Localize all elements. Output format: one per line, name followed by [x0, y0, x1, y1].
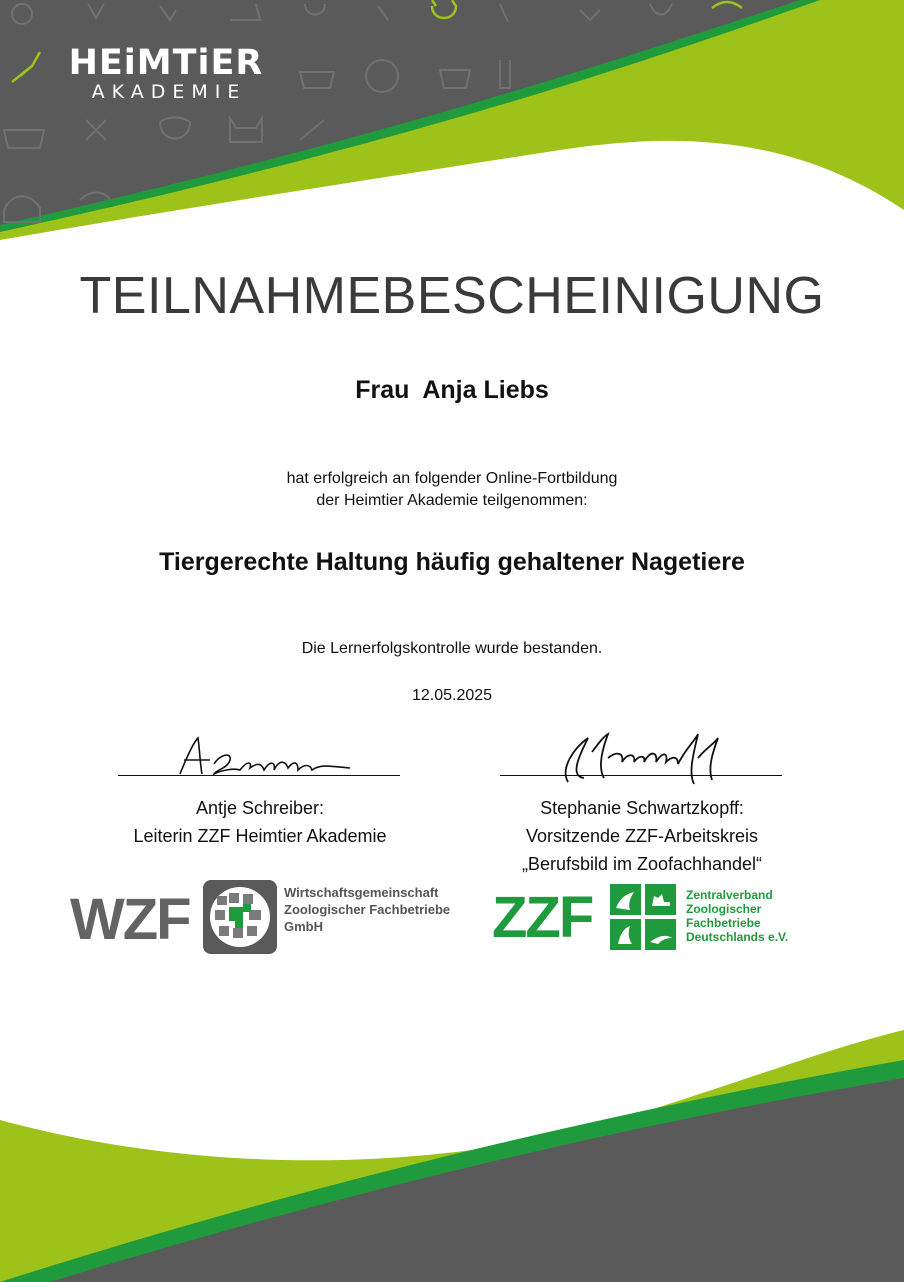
zzf-caption-1: Zentralverband — [686, 888, 773, 902]
certificate-title: TEILNAHMEBESCHEINIGUNG — [79, 267, 825, 325]
zzf-animals-icon — [610, 884, 676, 950]
wzf-logo — [70, 878, 470, 958]
wzf-abbr: WZF — [70, 887, 190, 952]
zzf-caption — [686, 888, 788, 944]
logo-sub-text: AKADEMIE — [91, 81, 247, 103]
course-title: Tiergerechte Haltung häufig gehaltener Nagetiere — [159, 548, 745, 576]
heimtier-akademie-logo — [66, 44, 266, 102]
exam-passed-text: Die Lernerfolgskontrolle wurde bestanden. — [301, 640, 603, 657]
wzf-caption-1: Wirtschaftsgemeinschaft — [284, 885, 439, 900]
signatory-right-role-2: „Berufsbild im Zoofachhandel“ — [521, 854, 763, 874]
intro-line-2: der Heimtier Akademie teilgenommen: — [316, 492, 588, 509]
zzf-caption-3: Fachbetriebe — [686, 916, 761, 930]
zzf-caption-2: Zoologischer — [686, 902, 762, 916]
zzf-logo — [492, 880, 792, 954]
certificate-date: 12.05.2025 — [411, 687, 493, 704]
wzf-globe-icon — [203, 880, 277, 954]
signature-left — [170, 734, 360, 780]
intro-text — [0, 468, 904, 512]
signature-line-left — [118, 775, 400, 776]
wzf-caption — [284, 884, 450, 935]
recipient-name: Frau Anja Liebs — [355, 376, 549, 404]
signatory-left-role: Leiterin ZZF Heimtier Akademie — [133, 826, 387, 846]
signature-right — [548, 728, 728, 788]
zzf-caption-4: Deutschlands e.V. — [686, 930, 789, 944]
signatory-right-name: Stephanie Schwartzkopff: — [540, 798, 744, 818]
wzf-caption-3: GmbH — [284, 919, 323, 934]
zzf-abbr: ZZF — [492, 885, 593, 950]
signatory-right-role: Vorsitzende ZZF-Arbeitskreis — [525, 826, 759, 846]
wzf-caption-2: Zoologischer Fachbetriebe — [284, 902, 451, 917]
signatory-right — [472, 794, 812, 878]
signature-line-right — [500, 775, 782, 776]
intro-line-1: hat erfolgreich an folgender Online-Fortbildung — [286, 470, 618, 487]
logo-main-text: HEiMTiER — [68, 43, 264, 83]
signatory-left — [90, 794, 430, 850]
signatory-left-name: Antje Schreiber: — [195, 798, 325, 818]
